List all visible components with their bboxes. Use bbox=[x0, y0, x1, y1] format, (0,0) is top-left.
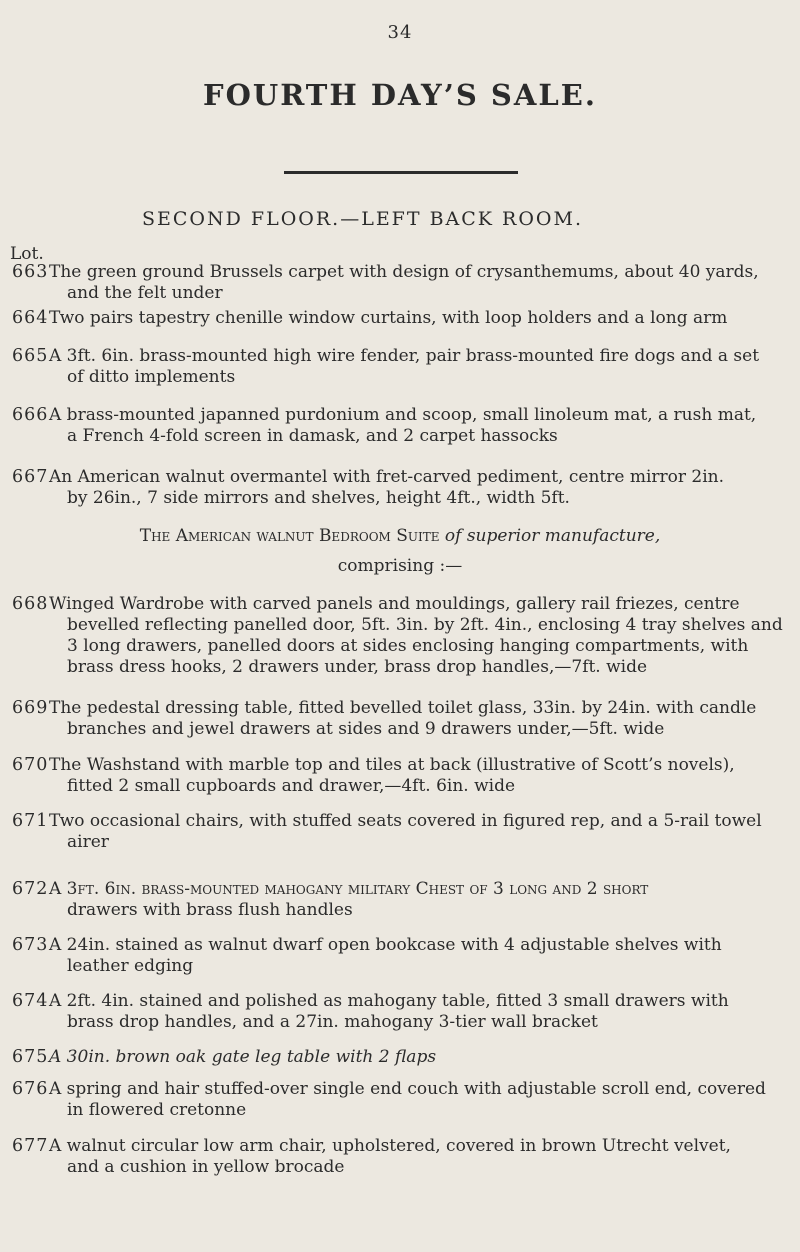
lot-description bbox=[49, 467, 784, 509]
lot-line-rest: branches and jewel drawers at sides and 9 drawers under,—5ft. wide bbox=[67, 719, 665, 739]
lot-description bbox=[49, 308, 784, 329]
suite-heading bbox=[0, 521, 800, 581]
lot-number: 663 bbox=[12, 262, 49, 282]
lot-line-first: The green ground Brussels carpet with design of crysanthemums, about 40 yards, bbox=[49, 262, 759, 282]
section-heading: SECOND FLOOR.—LEFT BACK ROOM. bbox=[142, 208, 583, 230]
lot-line-first: The Washstand with marble top and tiles at back (illustrative of Scott’s novels), bbox=[49, 755, 735, 775]
lot-line-first: An American walnut overmantel with fret-carved pediment, centre mirror 2in. bbox=[49, 467, 725, 487]
lot-number: 664 bbox=[12, 308, 49, 328]
lot-line-rest: airer bbox=[67, 832, 109, 852]
lot-description bbox=[49, 1079, 784, 1121]
lot-line-rest: and a cushion in yellow brocade bbox=[67, 1157, 345, 1177]
lot-number: 667 bbox=[12, 467, 49, 487]
lot-line-first: A brass-mounted japanned purdonium and scoop, small linoleum mat, a rush mat, bbox=[49, 405, 757, 425]
lot-number: 672 bbox=[12, 879, 49, 899]
lot-description bbox=[49, 755, 784, 797]
title-rule bbox=[284, 171, 518, 174]
lot-description bbox=[49, 594, 784, 678]
lot-description bbox=[49, 1047, 784, 1068]
lot-line-rest: fitted 2 small cupboards and drawer,—4ft. 6in. wide bbox=[67, 776, 516, 796]
lot-number: 665 bbox=[12, 346, 49, 366]
suite-name: The American walnut Bedroom Suite bbox=[139, 526, 440, 546]
lot-line-first: Winged Wardrobe with carved panels and mouldings, gallery rail friezes, centre bbox=[49, 594, 740, 614]
lot-number: 669 bbox=[12, 698, 49, 718]
lot-description bbox=[49, 991, 784, 1033]
lot-number: 674 bbox=[12, 991, 49, 1011]
lot-line-first: A 24in. stained as walnut dwarf open bookcase with 4 adjustable shelves with bbox=[49, 935, 722, 955]
lot-line-first: A 30in. brown oak gate leg table with 2 flaps bbox=[49, 1047, 437, 1067]
lot-line-rest: leather edging bbox=[67, 956, 194, 976]
lot-line-rest: by 26in., 7 side mirrors and shelves, height 4ft., width 5ft. bbox=[67, 488, 570, 508]
lot-line-first: The pedestal dressing table, fitted bevelled toilet glass, 33in. by 24in. with candle bbox=[49, 698, 757, 718]
lot-description bbox=[49, 811, 784, 853]
lot-line-first: A spring and hair stuffed-over single end couch with adjustable scroll end, covered bbox=[49, 1079, 766, 1099]
lot-description bbox=[49, 935, 784, 977]
lot-number: 673 bbox=[12, 935, 49, 955]
lot-line-rest: in flowered cretonne bbox=[67, 1100, 247, 1120]
suite-comprising: comprising :— bbox=[337, 556, 463, 576]
lot-number: 676 bbox=[12, 1079, 49, 1099]
lot-line-first: A 3ft. 6in. brass-mounted mahogany military Chest of 3 long and 2 short bbox=[49, 879, 649, 899]
lot-description bbox=[49, 346, 784, 388]
lot-line-first: A walnut circular low arm chair, upholstered, covered in brown Utrecht velvet, bbox=[49, 1136, 731, 1156]
page-number: 34 bbox=[387, 22, 413, 43]
lot-description bbox=[49, 1136, 784, 1178]
lot-line-rest: and the felt under bbox=[67, 283, 223, 303]
lot-number: 671 bbox=[12, 811, 49, 831]
lot-number: 668 bbox=[12, 594, 49, 614]
lot-number: 670 bbox=[12, 755, 49, 775]
lot-number: 666 bbox=[12, 405, 49, 425]
page-title: FOURTH DAY’S SALE. bbox=[203, 78, 597, 112]
lot-line-rest: drawers with brass flush handles bbox=[67, 900, 353, 920]
lot-line-first: A 3ft. 6in. brass-mounted high wire fender, pair brass-mounted fire dogs and a set bbox=[49, 346, 760, 366]
lot-line-rest: bevelled reflecting panelled door, 5ft. 3in. by 2ft. 4in., enclosing 4 tray shelves and 3 long drawers, panelled doors at sides enclosing hanging compartments, with brass dress hooks, 2 drawers under, brass drop handles,—7ft. wide bbox=[67, 615, 783, 677]
lot-description bbox=[49, 879, 784, 921]
lot-number: 675 bbox=[12, 1047, 49, 1067]
lot-line-rest: brass drop handles, and a 27in. mahogany 3-tier wall bracket bbox=[67, 1012, 598, 1032]
lot-line-rest: of ditto implements bbox=[67, 367, 236, 387]
lot-description bbox=[49, 405, 784, 447]
lot-line-first: Two pairs tapestry chenille window curtains, with loop holders and a long arm bbox=[49, 308, 728, 328]
lot-column-header: Lot. bbox=[10, 244, 44, 264]
lot-description bbox=[49, 262, 784, 304]
lot-description bbox=[49, 698, 784, 740]
lot-number: 677 bbox=[12, 1136, 49, 1156]
lot-line-first: A 2ft. 4in. stained and polished as mahogany table, fitted 3 small drawers with bbox=[49, 991, 729, 1011]
suite-qualifier: of superior manufacture, bbox=[444, 526, 661, 546]
lot-line-first: Two occasional chairs, with stuffed seats covered in figured rep, and a 5-rail towel bbox=[49, 811, 762, 831]
lot-line-rest: a French 4-fold screen in damask, and 2 carpet hassocks bbox=[67, 426, 558, 446]
